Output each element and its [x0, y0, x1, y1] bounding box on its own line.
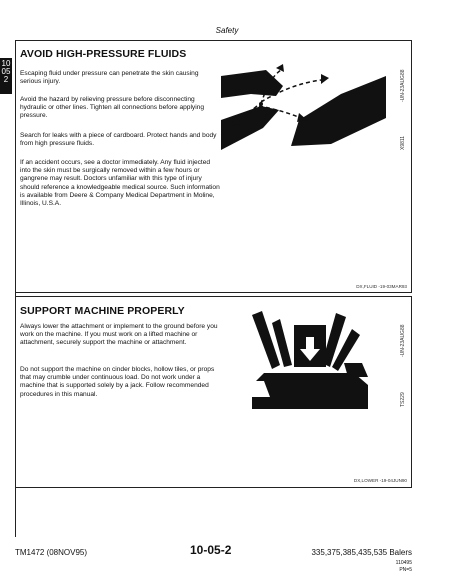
- section-footer-code: DX,FLUID -19-03MAR93: [356, 284, 407, 289]
- product-models: 335,375,385,435,535 Balers: [311, 548, 412, 557]
- figure-code: X9811: [400, 135, 406, 150]
- footer-pn: PN=5: [399, 567, 412, 573]
- paragraph: Always lower the attachment or implement to the ground before you work on the machine. If you must work on a lifted machine or attachment, securely support the machine or attachment.: [20, 323, 218, 347]
- paragraph: Search for leaks with a piece of cardboard. Protect hands and body from high pressure fluids.: [20, 132, 217, 148]
- manual-number: TM1472 (08NOV95): [15, 548, 88, 557]
- paragraph: If an accident occurs, see a doctor immediately. Any fluid injected into the skin must be surgically removed within a few hours or gangrene may result. Doctors unfamiliar with this type of injury should reference a knowledgeable medical source. Such information is available from Deere & Company Medical Department in Moline, Illinois, U.S.A.: [20, 159, 220, 208]
- section-tab-marker: [0, 58, 12, 94]
- high-pressure-fluid-illustration: [221, 58, 391, 153]
- paragraph: Escaping fluid under pressure can penetrate the skin causing serious injury.: [20, 70, 199, 86]
- support-machine-illustration: [244, 305, 374, 415]
- page-header-title: Safety: [215, 26, 239, 35]
- figure-code: -UN-23AUG88: [400, 324, 406, 357]
- section-tab-line3: 2: [3, 75, 9, 84]
- figure-code: -UN-23AUG88: [400, 69, 406, 102]
- figure-code: TS229: [400, 392, 406, 407]
- section-footer-code: DX,LOWER -19-04JUN90: [353, 478, 407, 483]
- section-support-machine: [15, 296, 412, 488]
- paragraph: Do not support the machine on cinder blocks, hollow tiles, or props that may crumble under continuous load. Do not work under a machine that is supported solely by a jack. Follow recommended procedures in this manual.: [20, 366, 215, 398]
- section-high-pressure-fluids: [15, 40, 412, 293]
- section-tab-line1: 10: [1, 59, 11, 68]
- footer-date-code: 110495: [395, 560, 412, 566]
- section-tab-line2: 05: [1, 67, 11, 76]
- paragraph: Avoid the hazard by relieving pressure before disconnecting hydraulic or other lines. Tighten all connections before applying pressure.: [20, 96, 205, 120]
- section-title: SUPPORT MACHINE PROPERLY: [20, 305, 185, 317]
- page-number: 10-05-2: [190, 543, 232, 557]
- section-title: AVOID HIGH-PRESSURE FLUIDS: [20, 48, 187, 60]
